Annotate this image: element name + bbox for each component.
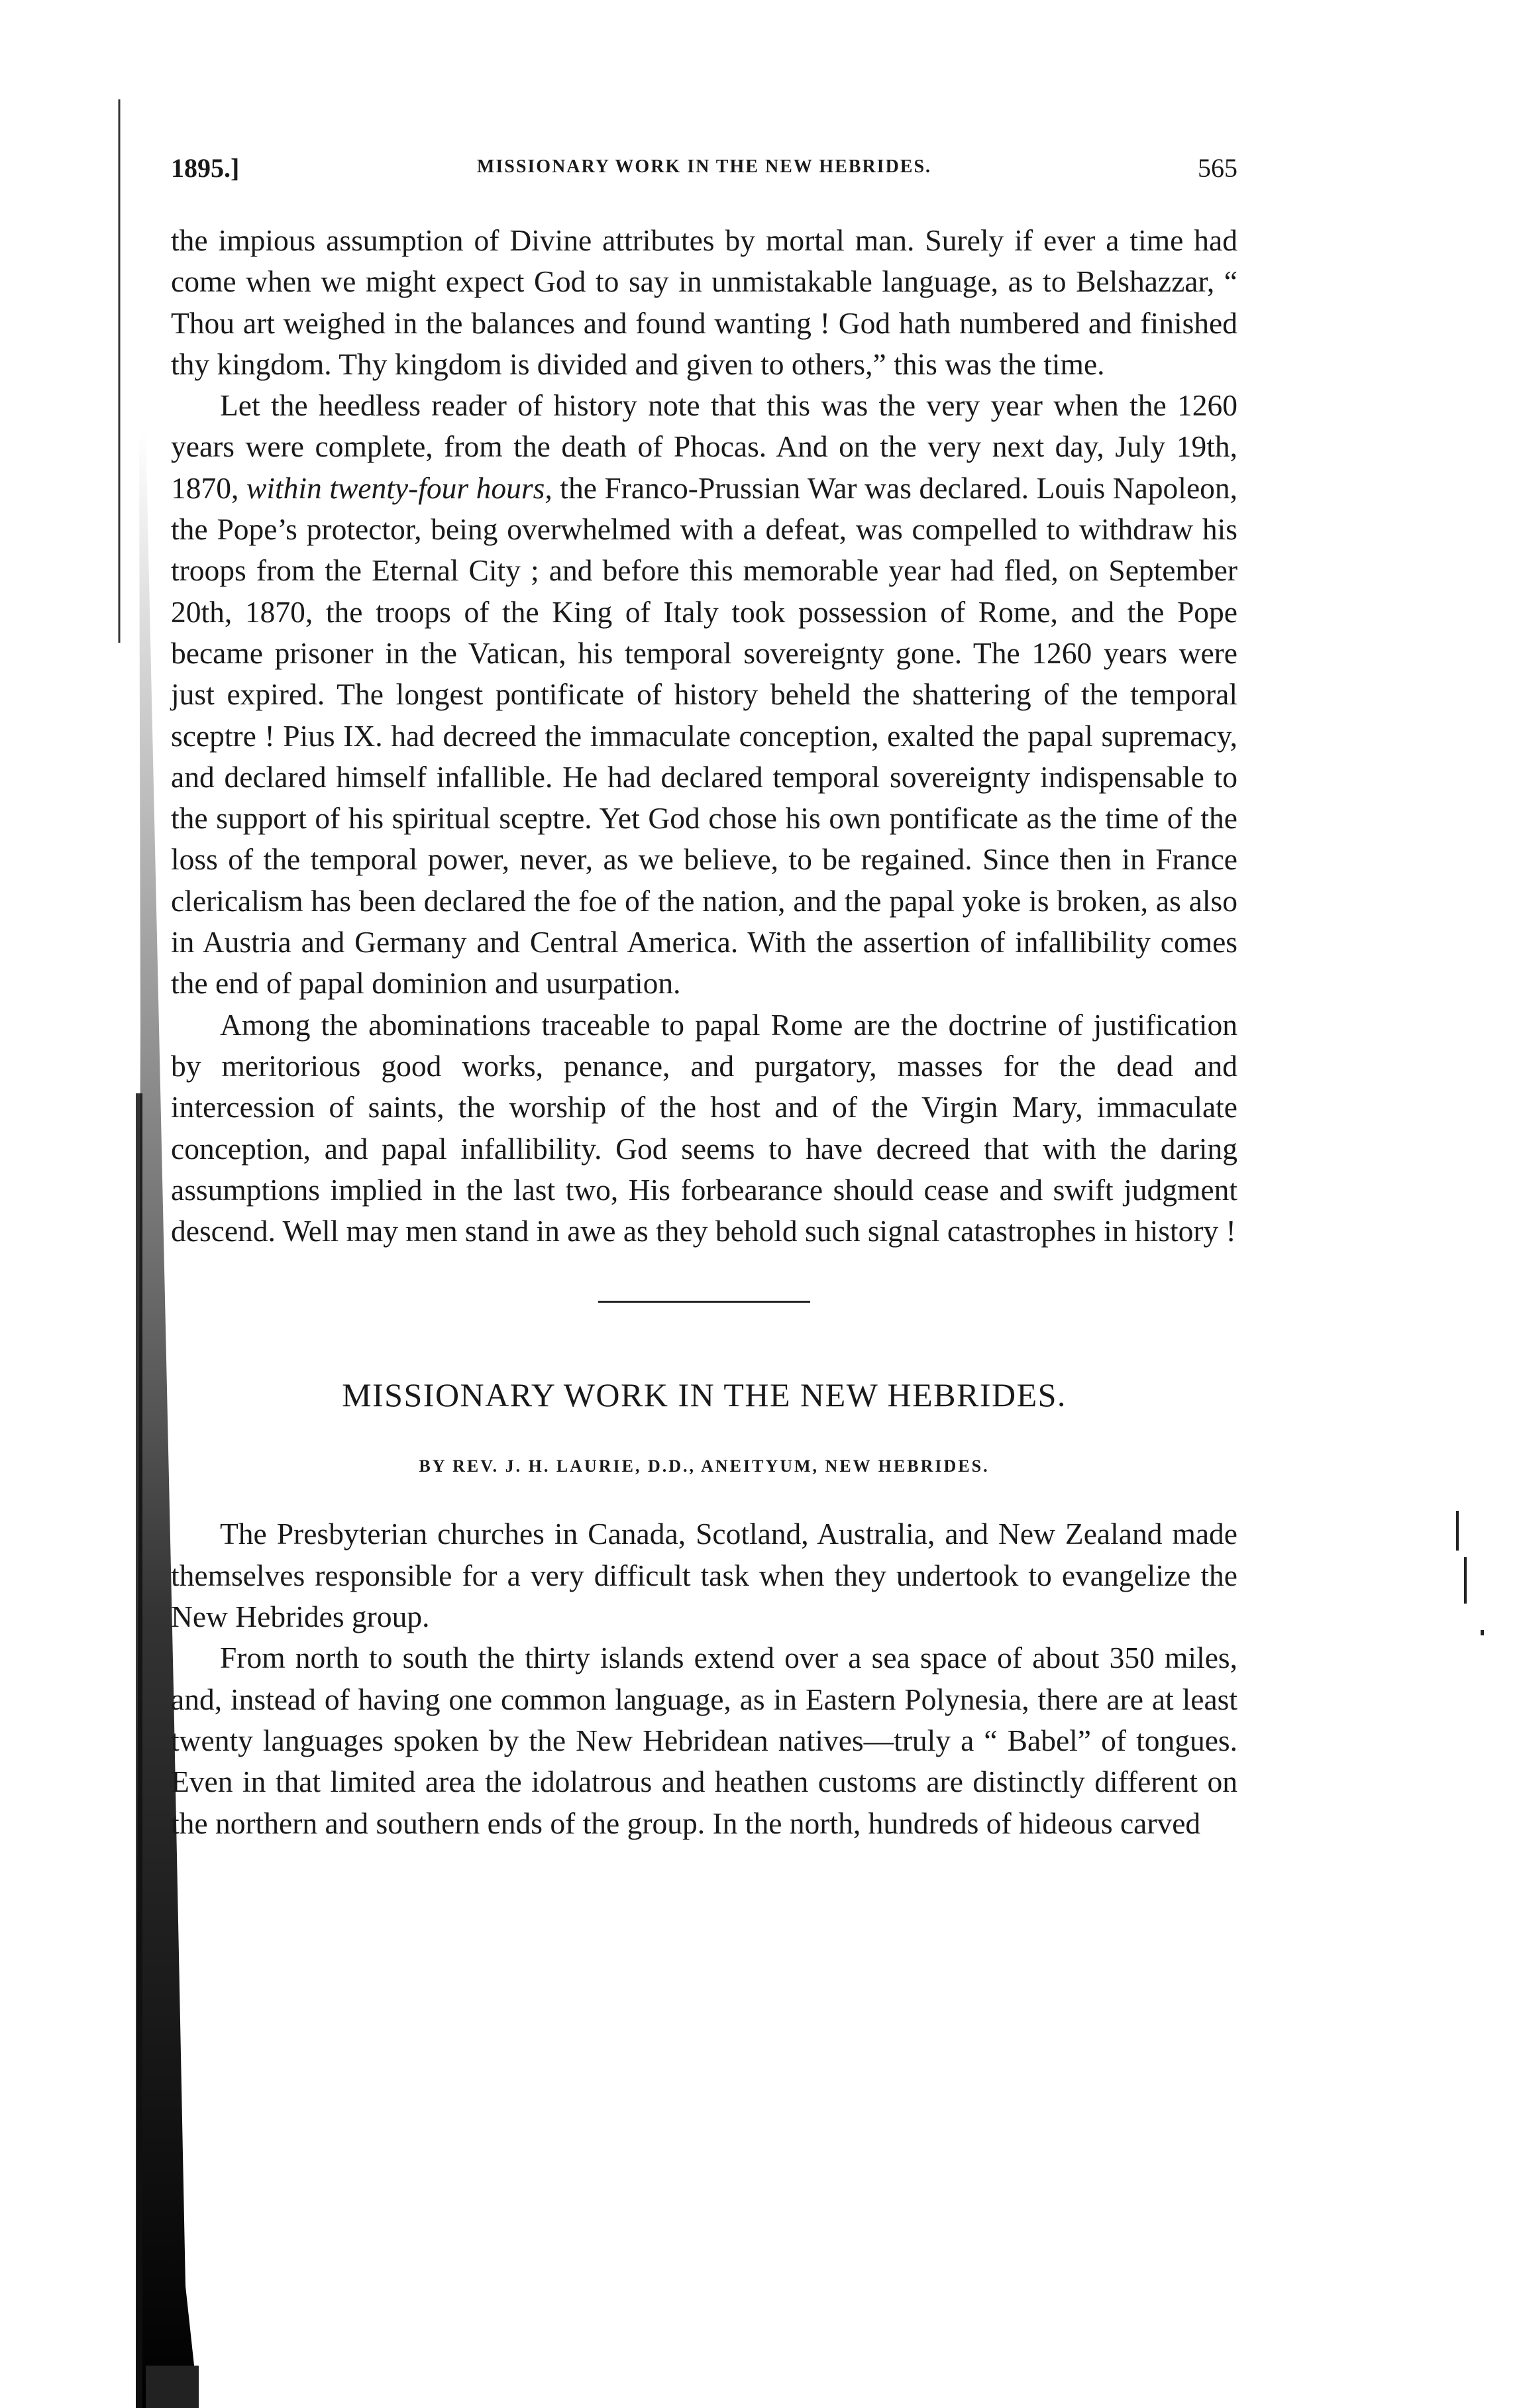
paragraph bbox=[171, 385, 1237, 1004]
paragraph bbox=[171, 1005, 1237, 1252]
section-divider bbox=[598, 1301, 810, 1303]
paragraph-text: The Presbyterian churches in Canada, Scotland, Australia, and New Zealand made themselves responsible for a very difficult task when they undertook to evangelize the New Hebrides group. bbox=[171, 1517, 1237, 1634]
page-number: 565 bbox=[1198, 153, 1237, 183]
running-head-title: MISSIONARY WORK IN THE NEW HEBRIDES. bbox=[476, 156, 932, 177]
paragraph-text: the impious assumption of Divine attributes by mortal man. Surely if ever a time had come when we might expect God to say in unmistakable language, as to Belshazzar, “ Thou art weighed in the balances and found wanting ! God hath numbered and finished thy kingdom. Thy kingdom is divided and given to others,” this was the time. bbox=[171, 223, 1237, 381]
page-binding-shadow bbox=[0, 99, 199, 2408]
article-title: MISSIONARY WORK IN THE NEW HEBRIDES. bbox=[342, 1376, 1067, 1414]
article-byline: BY REV. J. H. LAURIE, D.D., ANEITYUM, NEW HEBRIDES. bbox=[419, 1456, 990, 1476]
paragraph bbox=[171, 1637, 1237, 1843]
paragraph-text: the Franco-Prussian War was declared. Louis Napoleon, the Pope’s protector, being overwhelmed with a defeat, was compelled to withdraw his troops from the Eternal City ; and before this memorable year had fled, on September 20th, 1870, the troops of the King of Italy took possession of Rome, and the Pope became prisoner in the Vatican, his temporal sovereignty gone. The 1260 years were just expired. The longest pontificate of history beheld the shattering of the temporal sceptre ! Pius IX. had decreed the immaculate conception, exalted the papal supremacy, and declared himself infallible. He had declared temporal sovereignty indispensable to the support of his spiritual sceptre. Yet God chose his own pontificate as the time of the loss of the temporal power, never, as we believe, to be regained. Since then in France clericalism has been declared the foe of the nation, and the papal yoke is broken, as also in Austria and Germany and Central America. With the assertion of infallibility comes the end of papal dominion and usurpation. bbox=[171, 470, 1238, 1001]
emphasis-text: within twenty-four hours, bbox=[246, 470, 552, 505]
paragraph-text: Let the heedless reader of history note that this was the very year when the 1260 years were complete, from the death of Phocas. And on the very next day, July 19th, 1870, bbox=[171, 388, 1237, 505]
paragraph bbox=[171, 1513, 1237, 1637]
running-head bbox=[171, 133, 1237, 186]
margin-speck bbox=[1464, 1557, 1467, 1604]
running-head-year: 1895.] bbox=[171, 153, 240, 183]
margin-speck bbox=[1481, 1630, 1484, 1635]
document-page bbox=[171, 133, 1237, 1844]
paragraph bbox=[171, 220, 1237, 385]
binding-edge-graphic bbox=[0, 99, 199, 2408]
margin-speck bbox=[1456, 1511, 1459, 1551]
paragraph-text: Among the abominations traceable to papal Rome are the doctrine of justification by meritorious good works, penance, and purgatory, masses for the dead and intercession of saints, the worship of the host and of the Virgin Mary, immaculate conception, and papal infallibility. God seems to have decreed that with the daring assumptions implied in the last two, His forbearance should cease and swift judgment descend. Well may men stand in awe as they behold such signal catastrophes in history ! bbox=[171, 1007, 1237, 1248]
paragraph-text: From north to south the thirty islands extend over a sea space of about 350 miles, and, instead of having one common language, as in Eastern Polynesia, there are at least twenty languages spoken by the New Hebridean natives—truly a “ Babel” of tongues. Even in that limited area the idolatrous and heathen customs are distinctly different on the northern and southern ends of the group. In the north, hundreds of hideous carved bbox=[171, 1641, 1237, 1840]
